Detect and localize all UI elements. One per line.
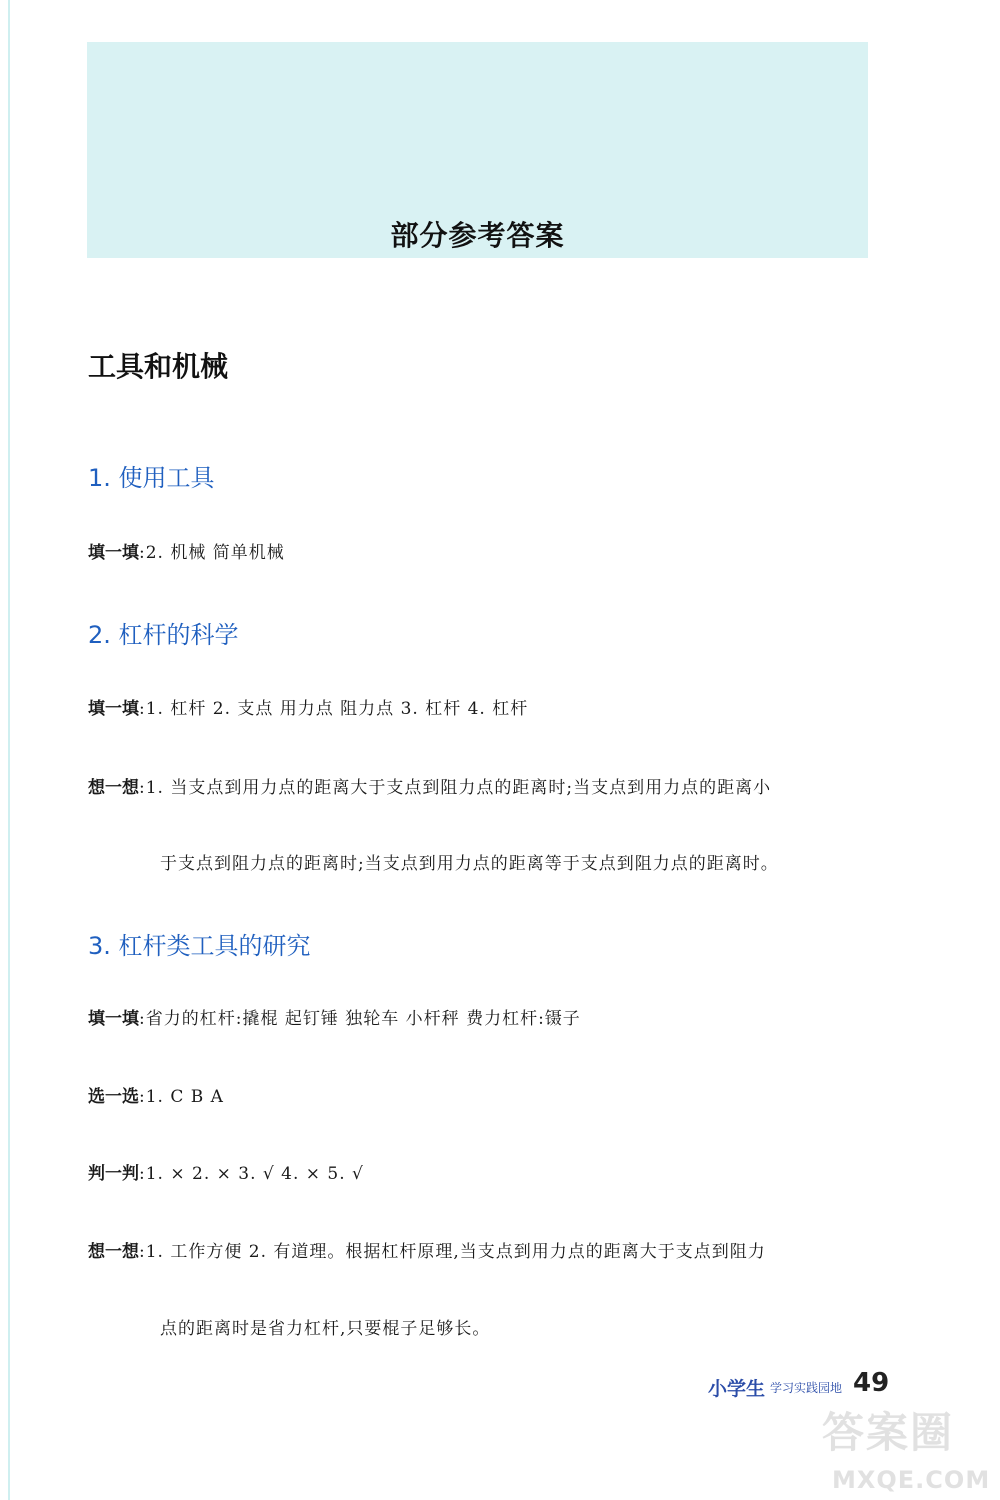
answer-line [88, 694, 528, 719]
answer-label: 判一判 [88, 1164, 139, 1184]
answer-continuation: 点的距离时是省力杠杆,只要棍子足够长。 [160, 1319, 491, 1339]
answer-line [88, 1159, 364, 1184]
banner-title: 部分参考答案 [390, 219, 565, 252]
answer-text: :省力的杠杆:撬棍 起钉锤 独轮车 小杆秤 费力杠杆:镊子 [139, 1009, 581, 1029]
title-banner [87, 42, 868, 258]
footer-brand: 小学生 [708, 1378, 766, 1400]
answer-line [88, 1004, 581, 1029]
footer-subtitle: 学习实践园地 [770, 1381, 843, 1395]
answer-label: 填一填 [88, 1009, 139, 1029]
chapter-title: 工具和机械 [88, 350, 229, 383]
answer-text: :1. 杠杆 2. 支点 用力点 阻力点 3. 杠杆 4. 杠杆 [139, 699, 529, 719]
answer-text: :1. 当支点到用力点的距离大于支点到阻力点的距离时;当支点到用力点的距离小 [139, 778, 772, 798]
watermark-top-text: 答案圈 [822, 1408, 955, 1457]
answer-continuation: 于支点到阻力点的距离时;当支点到用力点的距离等于支点到阻力点的距离时。 [160, 854, 779, 874]
answer-text: :1. C B A [139, 1087, 224, 1107]
watermark-bottom-text: MXQE.COM [832, 1466, 991, 1494]
section-title: 2. 杠杆的科学 [88, 621, 239, 649]
answer-text: :1. × 2. × 3. √ 4. × 5. √ [139, 1164, 364, 1184]
page-edge-line [8, 0, 10, 1500]
section-title: 1. 使用工具 [88, 464, 215, 492]
answer-text: :1. 工作方便 2. 有道理。根据杠杆原理,当支点到用力点的距离大于支点到阻力 [139, 1242, 766, 1262]
answer-text: :2. 机械 简单机械 [139, 543, 285, 563]
page-number: 49 [853, 1368, 890, 1398]
answer-line [88, 773, 771, 798]
answer-label: 填一填 [88, 543, 139, 563]
section-title: 3. 杠杆类工具的研究 [88, 932, 311, 960]
watermark-logo [822, 1400, 992, 1500]
answer-label: 想一想 [88, 778, 139, 798]
answer-label: 想一想 [88, 1242, 139, 1262]
answer-label: 填一填 [88, 699, 139, 719]
answer-line [88, 1237, 766, 1262]
answer-label: 选一选 [88, 1087, 139, 1107]
answer-line [88, 1082, 224, 1107]
answer-line [88, 538, 285, 563]
